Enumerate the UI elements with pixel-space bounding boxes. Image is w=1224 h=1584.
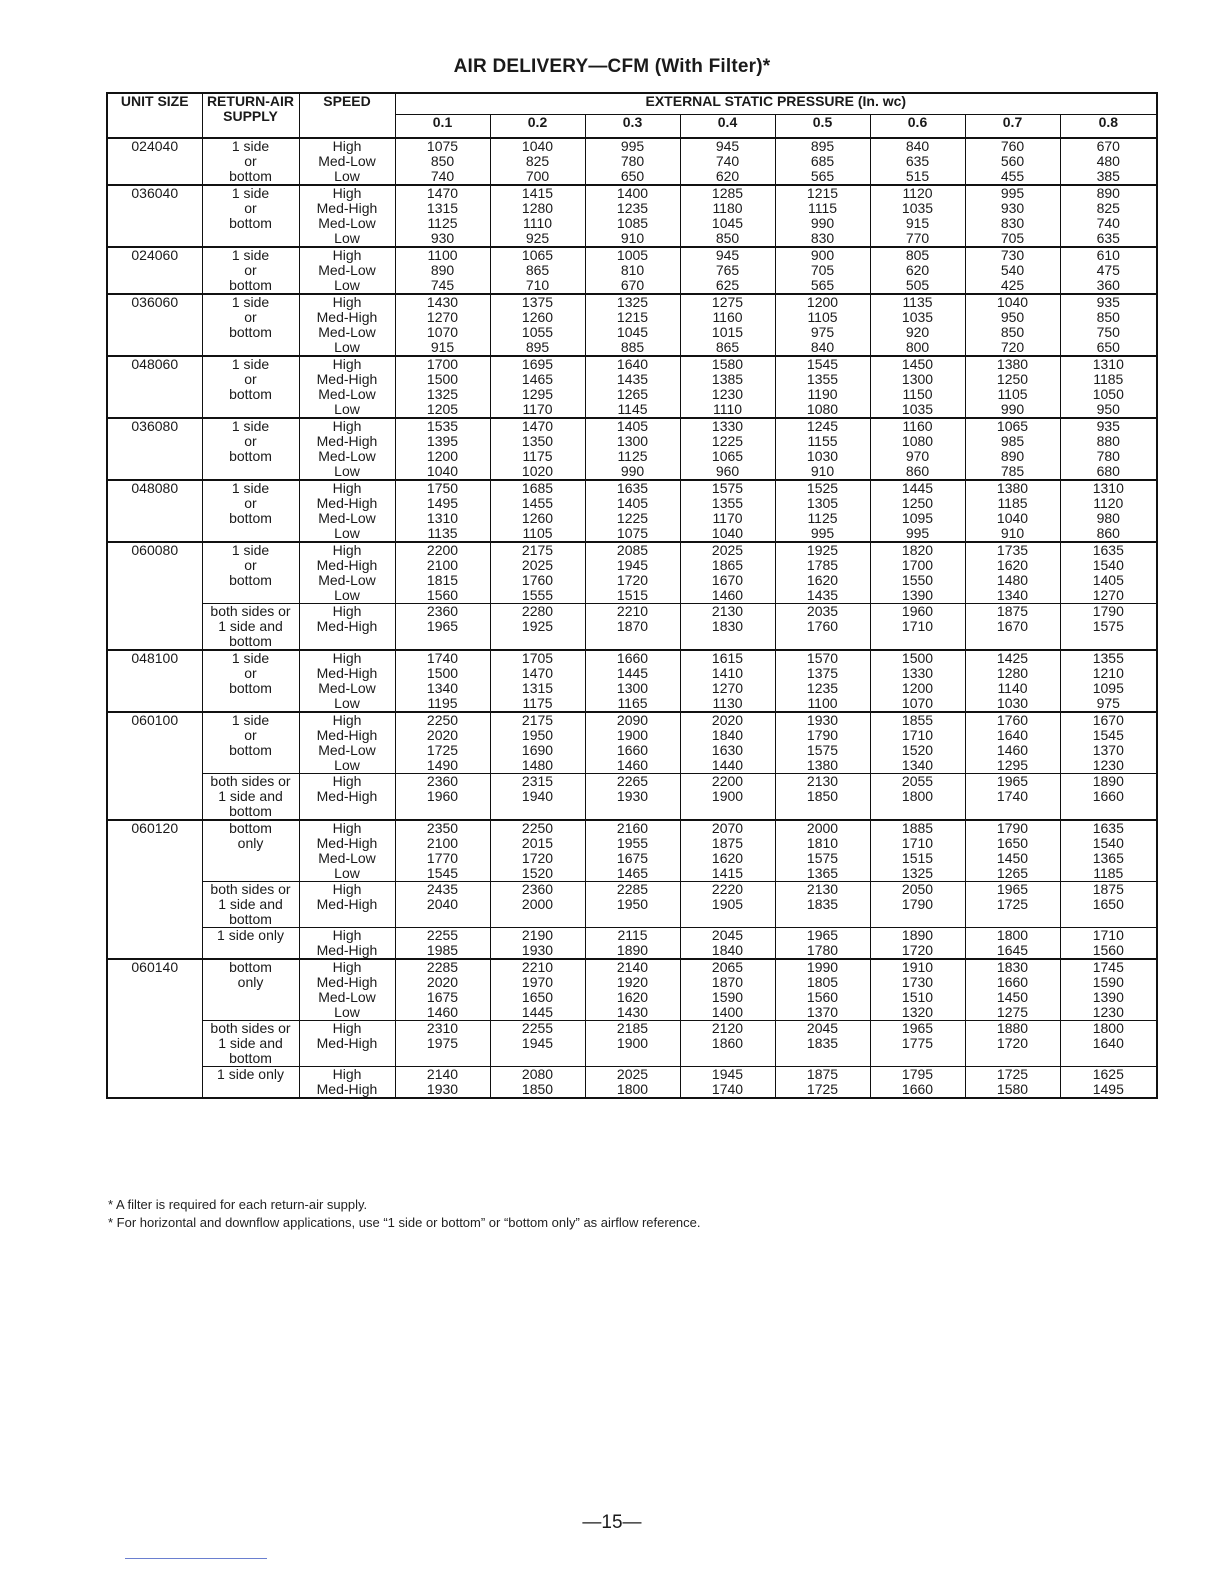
cfm-cell: 2255 1985 [395, 928, 490, 960]
cfm-cell: 1960 1710 [870, 604, 965, 651]
unit-size-cell: 060140 [107, 959, 202, 1098]
return-air-cell: 1 side or bottom [202, 138, 299, 185]
return-air-cell: both sides or 1 side and bottom [202, 604, 299, 651]
header-pressure-col: 0.2 [490, 115, 585, 139]
cfm-cell: 1790 1650 1450 1265 [965, 820, 1060, 882]
cfm-cell: 1445 1250 1095 995 [870, 480, 965, 542]
cfm-cell: 1740 1500 1340 1195 [395, 650, 490, 712]
cfm-cell: 2360 1960 [395, 774, 490, 821]
return-air-cell: 1 side or bottom [202, 650, 299, 712]
cfm-cell: 1855 1710 1520 1340 [870, 712, 965, 774]
unit-group [107, 356, 1157, 418]
unit-group [107, 247, 1157, 294]
cfm-cell: 2190 1930 [490, 928, 585, 960]
cfm-cell: 1965 1725 [965, 882, 1060, 928]
header-pressure-col: 0.6 [870, 115, 965, 139]
cfm-cell: 2200 1900 [680, 774, 775, 821]
cfm-cell: 2130 1830 [680, 604, 775, 651]
table-row [107, 1021, 1157, 1067]
cfm-cell: 1405 1300 1125 990 [585, 418, 680, 480]
header-pressure-col: 0.3 [585, 115, 680, 139]
cfm-cell: 840 635 515 [870, 138, 965, 185]
return-air-cell: both sides or 1 side and bottom [202, 774, 299, 821]
cfm-cell: 1990 1805 1560 1370 [775, 959, 870, 1021]
cfm-cell: 890 825 740 635 [1060, 185, 1157, 247]
cfm-cell: 1215 1115 990 830 [775, 185, 870, 247]
cfm-cell: 1875 1670 [965, 604, 1060, 651]
cfm-cell: 1535 1395 1200 1040 [395, 418, 490, 480]
cfm-cell: 1330 1225 1065 960 [680, 418, 775, 480]
cfm-cell: 1880 1720 [965, 1021, 1060, 1067]
speed-cell: High Med-High Med-Low Low [299, 418, 395, 480]
cfm-cell: 1745 1590 1390 1230 [1060, 959, 1157, 1021]
footnote: * For horizontal and downflow applications, use “1 side or bottom” or “bottom only” as airflow reference. [108, 1215, 701, 1230]
return-air-cell: bottom only [202, 820, 299, 882]
speed-cell: High Med-High Med-Low Low [299, 294, 395, 356]
cfm-cell: 995 930 830 705 [965, 185, 1060, 247]
cfm-cell: 1735 1620 1480 1340 [965, 542, 1060, 604]
cfm-cell: 2310 1975 [395, 1021, 490, 1067]
header-external-static-pressure: EXTERNAL STATIC PRESSURE (In. wc) [395, 93, 1157, 115]
cfm-cell: 2050 1790 [870, 882, 965, 928]
footnote: * A filter is required for each return-air supply. [108, 1197, 368, 1212]
cfm-cell: 610 475 360 [1060, 247, 1157, 294]
cfm-cell: 1245 1155 1030 910 [775, 418, 870, 480]
speed-cell: High Med-High [299, 604, 395, 651]
cfm-cell: 1005 810 670 [585, 247, 680, 294]
speed-cell: High Med-High Med-Low Low [299, 185, 395, 247]
unit-size-cell: 048080 [107, 480, 202, 542]
cfm-cell: 1635 1540 1405 1270 [1060, 542, 1157, 604]
cfm-cell: 2080 1850 [490, 1067, 585, 1099]
cfm-cell: 2025 1865 1670 1460 [680, 542, 775, 604]
return-air-cell: both sides or 1 side and bottom [202, 882, 299, 928]
header-pressure-col: 0.8 [1060, 115, 1157, 139]
cfm-cell: 1400 1235 1085 910 [585, 185, 680, 247]
cfm-cell: 2070 1875 1620 1415 [680, 820, 775, 882]
cfm-cell: 1285 1180 1045 850 [680, 185, 775, 247]
cfm-cell: 2090 1900 1660 1460 [585, 712, 680, 774]
cfm-cell: 1415 1280 1110 925 [490, 185, 585, 247]
cfm-cell: 2185 1900 [585, 1021, 680, 1067]
cfm-cell: 1575 1355 1170 1040 [680, 480, 775, 542]
cfm-cell: 730 540 425 [965, 247, 1060, 294]
cfm-cell: 1790 1575 [1060, 604, 1157, 651]
cfm-cell: 1430 1270 1070 915 [395, 294, 490, 356]
unit-group [107, 712, 1157, 820]
cfm-cell: 2000 1810 1575 1365 [775, 820, 870, 882]
return-air-cell: 1 side or bottom [202, 294, 299, 356]
cfm-cell: 2200 2100 1815 1560 [395, 542, 490, 604]
speed-cell: High Med-High [299, 882, 395, 928]
speed-cell: High Med-High Med-Low Low [299, 820, 395, 882]
cfm-cell: 805 620 505 [870, 247, 965, 294]
cfm-cell: 1040 950 850 720 [965, 294, 1060, 356]
header-pressure-col: 0.7 [965, 115, 1060, 139]
unit-size-cell: 060100 [107, 712, 202, 820]
header-pressure-col: 0.4 [680, 115, 775, 139]
header-pressure-col: 0.1 [395, 115, 490, 139]
cfm-cell: 2020 1840 1630 1440 [680, 712, 775, 774]
cfm-cell: 1705 1470 1315 1175 [490, 650, 585, 712]
cfm-cell: 1545 1355 1190 1080 [775, 356, 870, 418]
cfm-cell: 1830 1660 1450 1275 [965, 959, 1060, 1021]
cfm-cell: 1075 850 740 [395, 138, 490, 185]
speed-cell: High Med-High Med-Low Low [299, 480, 395, 542]
cfm-cell: 2280 1925 [490, 604, 585, 651]
return-air-cell: 1 side only [202, 1067, 299, 1099]
cfm-cell: 2175 2025 1760 1555 [490, 542, 585, 604]
unit-group [107, 138, 1157, 185]
cfm-cell: 1275 1160 1015 865 [680, 294, 775, 356]
cfm-cell: 1380 1250 1105 990 [965, 356, 1060, 418]
unit-size-cell: 060080 [107, 542, 202, 650]
table-row [107, 604, 1157, 651]
table-row [107, 138, 1157, 185]
header-unit-size: UNIT SIZE [107, 93, 202, 138]
unit-group [107, 480, 1157, 542]
cfm-cell: 1450 1300 1150 1035 [870, 356, 965, 418]
cfm-cell: 895 685 565 [775, 138, 870, 185]
table-row [107, 1067, 1157, 1099]
table-row [107, 480, 1157, 542]
cfm-cell: 1890 1660 [1060, 774, 1157, 821]
table-row [107, 820, 1157, 882]
speed-cell: High Med-High [299, 1067, 395, 1099]
return-air-cell: 1 side or bottom [202, 247, 299, 294]
page-title: AIR DELIVERY—CFM (With Filter)* [453, 56, 771, 77]
return-air-cell: 1 side only [202, 928, 299, 960]
cfm-cell: 1670 1545 1370 1230 [1060, 712, 1157, 774]
speed-cell: High Med-High [299, 774, 395, 821]
cfm-cell: 2055 1800 [870, 774, 965, 821]
speed-cell: High Med-High Med-Low Low [299, 356, 395, 418]
cfm-cell: 935 880 780 680 [1060, 418, 1157, 480]
cfm-cell: 1660 1445 1300 1165 [585, 650, 680, 712]
cfm-cell: 2220 1905 [680, 882, 775, 928]
return-air-cell: both sides or 1 side and bottom [202, 1021, 299, 1067]
cfm-cell: 1640 1435 1265 1145 [585, 356, 680, 418]
cfm-cell: 1470 1315 1125 930 [395, 185, 490, 247]
cfm-cell: 1965 1740 [965, 774, 1060, 821]
cfm-cell: 1685 1455 1260 1105 [490, 480, 585, 542]
cfm-cell: 2130 1850 [775, 774, 870, 821]
cfm-cell: 1635 1405 1225 1075 [585, 480, 680, 542]
table-row [107, 882, 1157, 928]
table-row [107, 542, 1157, 604]
cfm-cell: 2285 1950 [585, 882, 680, 928]
cfm-cell: 2045 1835 [775, 1021, 870, 1067]
cfm-cell: 2285 2020 1675 1460 [395, 959, 490, 1021]
unit-size-cell: 024040 [107, 138, 202, 185]
cfm-cell: 2140 1930 [395, 1067, 490, 1099]
cfm-cell: 2140 1920 1620 1430 [585, 959, 680, 1021]
cfm-cell: 945 765 625 [680, 247, 775, 294]
table-row [107, 650, 1157, 712]
cfm-cell: 2435 2040 [395, 882, 490, 928]
cfm-cell: 1580 1385 1230 1110 [680, 356, 775, 418]
return-air-cell: bottom only [202, 959, 299, 1021]
table-row [107, 247, 1157, 294]
cfm-cell: 1800 1645 [965, 928, 1060, 960]
cfm-cell: 2315 1940 [490, 774, 585, 821]
cfm-cell: 2120 1860 [680, 1021, 775, 1067]
unit-group [107, 418, 1157, 480]
unit-group [107, 542, 1157, 650]
cfm-cell: 1800 1640 [1060, 1021, 1157, 1067]
cfm-cell: 2255 1945 [490, 1021, 585, 1067]
cfm-cell: 1355 1210 1095 975 [1060, 650, 1157, 712]
cfm-cell: 1380 1185 1040 910 [965, 480, 1060, 542]
cfm-cell: 1890 1720 [870, 928, 965, 960]
cfm-cell: 1065 865 710 [490, 247, 585, 294]
speed-cell: High Med-High Med-Low Low [299, 959, 395, 1021]
cfm-cell: 1965 1780 [775, 928, 870, 960]
unit-group [107, 185, 1157, 247]
cfm-cell: 1120 1035 915 770 [870, 185, 965, 247]
unit-size-cell: 036040 [107, 185, 202, 247]
speed-cell: High Med-High Med-Low Low [299, 650, 395, 712]
footnotes [108, 1196, 701, 1232]
cfm-cell: 1695 1465 1295 1170 [490, 356, 585, 418]
cfm-cell: 2025 1800 [585, 1067, 680, 1099]
table-row [107, 294, 1157, 356]
cfm-cell: 2250 2020 1725 1490 [395, 712, 490, 774]
cfm-cell: 2210 1970 1650 1445 [490, 959, 585, 1021]
unit-size-cell: 036080 [107, 418, 202, 480]
cfm-cell: 1325 1215 1045 885 [585, 294, 680, 356]
cfm-cell: 1200 1105 975 840 [775, 294, 870, 356]
speed-cell: High Med-High [299, 1021, 395, 1067]
cfm-cell: 760 560 455 [965, 138, 1060, 185]
cfm-cell: 900 705 565 [775, 247, 870, 294]
cfm-cell: 1135 1035 920 800 [870, 294, 965, 356]
header-return-air-supply: RETURN-AIR SUPPLY [202, 93, 299, 138]
cfm-cell: 670 480 385 [1060, 138, 1157, 185]
cfm-cell: 995 780 650 [585, 138, 680, 185]
cfm-cell: 1065 985 890 785 [965, 418, 1060, 480]
cfm-cell: 1760 1640 1460 1295 [965, 712, 1060, 774]
cfm-cell: 2360 1965 [395, 604, 490, 651]
cfm-cell: 2350 2100 1770 1545 [395, 820, 490, 882]
table-row [107, 418, 1157, 480]
table-row [107, 712, 1157, 774]
cfm-cell: 1425 1280 1140 1030 [965, 650, 1060, 712]
cfm-cell: 1910 1730 1510 1320 [870, 959, 965, 1021]
cfm-cell: 1310 1185 1050 950 [1060, 356, 1157, 418]
cfm-cell: 1525 1305 1125 995 [775, 480, 870, 542]
cfm-cell: 2265 1930 [585, 774, 680, 821]
unit-group [107, 650, 1157, 712]
cfm-cell: 1570 1375 1235 1100 [775, 650, 870, 712]
cfm-cell: 1925 1785 1620 1435 [775, 542, 870, 604]
cfm-cell: 1965 1775 [870, 1021, 965, 1067]
return-air-cell: 1 side or bottom [202, 542, 299, 604]
speed-cell: High Med-High Med-Low Low [299, 542, 395, 604]
cfm-cell: 1750 1495 1310 1135 [395, 480, 490, 542]
cfm-cell: 1885 1710 1515 1325 [870, 820, 965, 882]
cfm-cell: 2085 1945 1720 1515 [585, 542, 680, 604]
cfm-cell: 2115 1890 [585, 928, 680, 960]
cfm-cell: 945 740 620 [680, 138, 775, 185]
speed-cell: High Med-Low Low [299, 138, 395, 185]
air-delivery-table [106, 92, 1158, 1099]
cfm-cell: 1040 825 700 [490, 138, 585, 185]
speed-cell: High Med-Low Low [299, 247, 395, 294]
page-number: —15— [582, 1512, 642, 1533]
divider-line [125, 1558, 267, 1559]
table-row [107, 185, 1157, 247]
cfm-cell: 1700 1500 1325 1205 [395, 356, 490, 418]
cfm-cell: 1875 1650 [1060, 882, 1157, 928]
cfm-cell: 1500 1330 1200 1070 [870, 650, 965, 712]
cfm-cell: 1725 1580 [965, 1067, 1060, 1099]
cfm-cell: 1160 1080 970 860 [870, 418, 965, 480]
unit-group [107, 294, 1157, 356]
cfm-cell: 2045 1840 [680, 928, 775, 960]
cfm-cell: 1310 1120 980 860 [1060, 480, 1157, 542]
table-row [107, 959, 1157, 1021]
table-row [107, 774, 1157, 821]
cfm-cell: 1375 1260 1055 895 [490, 294, 585, 356]
unit-size-cell: 048100 [107, 650, 202, 712]
table-row [107, 928, 1157, 960]
cfm-cell: 2130 1835 [775, 882, 870, 928]
cfm-cell: 1930 1790 1575 1380 [775, 712, 870, 774]
cfm-cell: 2175 1950 1690 1480 [490, 712, 585, 774]
cfm-cell: 2360 2000 [490, 882, 585, 928]
speed-cell: High Med-High [299, 928, 395, 960]
cfm-cell: 1945 1740 [680, 1067, 775, 1099]
cfm-cell: 1795 1660 [870, 1067, 965, 1099]
cfm-cell: 935 850 750 650 [1060, 294, 1157, 356]
cfm-cell: 1820 1700 1550 1390 [870, 542, 965, 604]
cfm-cell: 1635 1540 1365 1185 [1060, 820, 1157, 882]
unit-size-cell: 060120 [107, 820, 202, 959]
unit-size-cell: 036060 [107, 294, 202, 356]
cfm-cell: 1470 1350 1175 1020 [490, 418, 585, 480]
unit-size-cell: 024060 [107, 247, 202, 294]
header-speed: SPEED [299, 93, 395, 138]
cfm-cell: 2210 1870 [585, 604, 680, 651]
cfm-cell: 2160 1955 1675 1465 [585, 820, 680, 882]
unit-group [107, 820, 1157, 959]
return-air-cell: 1 side or bottom [202, 480, 299, 542]
header-pressure-col: 0.5 [775, 115, 870, 139]
table-row [107, 356, 1157, 418]
unit-size-cell: 048060 [107, 356, 202, 418]
cfm-cell: 2035 1760 [775, 604, 870, 651]
cfm-cell: 1100 890 745 [395, 247, 490, 294]
cfm-cell: 2065 1870 1590 1400 [680, 959, 775, 1021]
unit-group [107, 959, 1157, 1098]
speed-cell: High Med-High Med-Low Low [299, 712, 395, 774]
return-air-cell: 1 side or bottom [202, 185, 299, 247]
cfm-cell: 1625 1495 [1060, 1067, 1157, 1099]
cfm-cell: 1615 1410 1270 1130 [680, 650, 775, 712]
return-air-cell: 1 side or bottom [202, 712, 299, 774]
cfm-cell: 2250 2015 1720 1520 [490, 820, 585, 882]
return-air-cell: 1 side or bottom [202, 418, 299, 480]
return-air-cell: 1 side or bottom [202, 356, 299, 418]
cfm-cell: 1710 1560 [1060, 928, 1157, 960]
cfm-cell: 1875 1725 [775, 1067, 870, 1099]
